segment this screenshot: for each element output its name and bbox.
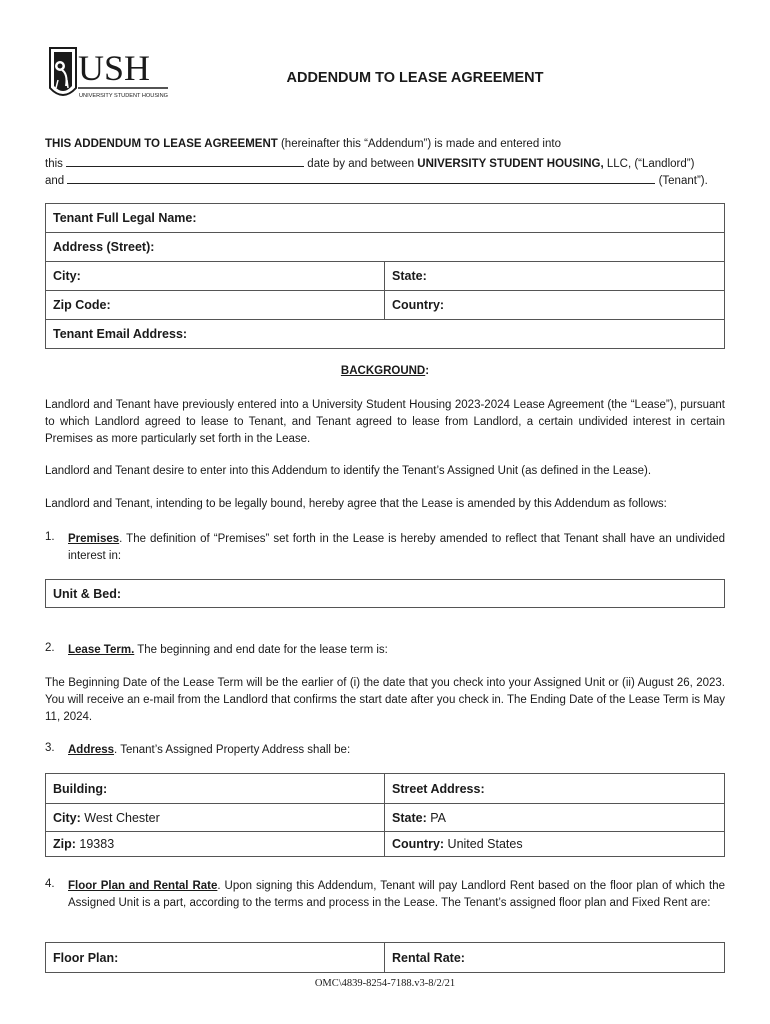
rental-rate-label: Rental Rate: bbox=[392, 950, 465, 965]
paragraph-lease-background: Landlord and Tenant have previously entered into a University Student Housing 2023-2024 Lease Agreement (the “Lease”), pursuant to which Landlord agreed to lease to Tenant, and Tenant agreed to lease from Landlord, a certain undivided interest in certain Premises as more particularly set forth in the Lease. bbox=[45, 399, 725, 445]
country-label: Country: bbox=[392, 298, 445, 312]
item-1-heading: Premises bbox=[68, 533, 120, 545]
intro-llc: LLC, (“Landlord”) bbox=[603, 158, 695, 170]
item-1-number: 1. bbox=[45, 531, 55, 543]
property-country-value: United States bbox=[444, 837, 523, 851]
item-4-number: 4. bbox=[45, 878, 55, 890]
full-name-label: Tenant Full Legal Name: bbox=[53, 211, 197, 225]
state-field[interactable] bbox=[385, 262, 725, 291]
document-title: ADDENDUM TO LEASE AGREEMENT bbox=[286, 70, 544, 86]
logo-caption: UNIVERSITY STUDENT HOUSING bbox=[79, 93, 168, 99]
city-label: City: bbox=[53, 269, 81, 283]
tenant-info-table bbox=[45, 203, 725, 349]
item-3-text: . Tenant’s Assigned Property Address shall be: bbox=[114, 744, 351, 756]
email-field[interactable] bbox=[46, 320, 725, 349]
tenant-blank[interactable] bbox=[67, 172, 655, 184]
item-4-heading: Floor Plan and Rental Rate bbox=[68, 880, 218, 892]
intro-date-text: date by and between bbox=[304, 158, 418, 170]
address-label: Address (Street): bbox=[53, 240, 155, 254]
city-field[interactable] bbox=[46, 262, 385, 291]
street-address-field[interactable] bbox=[385, 774, 725, 804]
item-1-text: . The definition of “Premises” set forth in the Lease is hereby amended to reflect that Tenant shall have an undivided interest in: bbox=[68, 533, 725, 562]
intro-tenant: (Tenant”). bbox=[655, 175, 708, 187]
floor-plan-field[interactable] bbox=[46, 943, 385, 973]
zip-label: Zip Code: bbox=[53, 298, 111, 312]
item-2-number: 2. bbox=[45, 642, 55, 654]
property-zip-label: Zip: bbox=[53, 837, 76, 851]
document-footer: OMC\4839-8254-7188.v3-8/2/21 bbox=[314, 978, 456, 989]
street-address-label: Street Address: bbox=[392, 781, 485, 796]
unit-bed-table bbox=[45, 579, 725, 608]
country-field[interactable] bbox=[385, 291, 725, 320]
property-state-value: PA bbox=[426, 810, 446, 825]
item-2-heading: Lease Term. bbox=[68, 644, 135, 656]
rental-rate-field[interactable] bbox=[385, 943, 725, 973]
floor-plan-table bbox=[45, 942, 725, 973]
property-state-field bbox=[385, 804, 725, 832]
property-country-label: Country: bbox=[392, 837, 445, 851]
property-zip-value: 19383 bbox=[75, 837, 115, 851]
unit-bed-field[interactable] bbox=[46, 580, 725, 608]
address-field[interactable] bbox=[46, 233, 725, 262]
intro-this: this bbox=[45, 158, 63, 170]
floor-plan-label: Floor Plan: bbox=[53, 950, 119, 965]
item-3-address bbox=[68, 742, 725, 759]
item-4-text: . Upon signing this Addendum, Tenant will pay Landlord Rent based on the floor plan of which the Assigned Unit is a part, according to the terms and process in the Lease. The Tenant’s assigned floor plan and Fixed Rent are: bbox=[68, 880, 725, 909]
property-state-label: State: bbox=[392, 810, 427, 825]
state-label: State: bbox=[392, 269, 427, 283]
intro-bold: THIS ADDENDUM TO LEASE AGREEMENT bbox=[45, 138, 278, 150]
intro-line-3 bbox=[45, 172, 708, 187]
item-2-lease-term bbox=[68, 642, 725, 659]
building-label: Building: bbox=[53, 781, 108, 796]
paragraph-addendum-purpose: Landlord and Tenant desire to enter into this Addendum to identify the Tenant’s Assigned Unit (as defined in the Lease). bbox=[45, 465, 652, 477]
intro-line-2 bbox=[45, 155, 694, 170]
zip-field[interactable] bbox=[46, 291, 385, 320]
date-blank[interactable] bbox=[66, 155, 304, 167]
unit-bed-label: Unit & Bed: bbox=[53, 586, 122, 601]
paragraph-lease-dates: The Beginning Date of the Lease Term will be the earlier of (i) the date that you check into your Assigned Unit or (ii) August 26, 2023. You will receive an e-mail from the Landlord that confirms the start date after you check in. The Ending Date of the Lease Term is May 11, 2024. bbox=[45, 677, 725, 723]
background-heading: BACKGROUND: bbox=[340, 365, 430, 377]
property-address-table bbox=[45, 773, 725, 857]
intro-landlord: UNIVERSITY STUDENT HOUSING, bbox=[417, 158, 604, 170]
property-zip-field bbox=[46, 832, 385, 857]
intro-and: and bbox=[45, 175, 65, 187]
tenant-full-name-field[interactable] bbox=[46, 204, 725, 233]
paragraph-agreement: Landlord and Tenant, intending to be legally bound, hereby agree that the Lease is amended by this Addendum as follows: bbox=[45, 498, 667, 510]
item-2-text: The beginning and end date for the lease term is: bbox=[134, 644, 388, 656]
item-3-number: 3. bbox=[45, 742, 55, 754]
intro-line-1 bbox=[45, 138, 561, 150]
logo-letters: USH bbox=[78, 48, 151, 88]
building-field[interactable] bbox=[46, 774, 385, 804]
property-country-field bbox=[385, 832, 725, 857]
property-city-label: City: bbox=[53, 810, 81, 825]
email-label: Tenant Email Address: bbox=[53, 327, 188, 341]
property-city-field bbox=[46, 804, 385, 832]
item-4-floor-plan bbox=[68, 878, 725, 912]
item-1-premises bbox=[68, 531, 725, 565]
intro-rest: (hereinafter this “Addendum”) is made and entered into bbox=[277, 138, 561, 150]
property-city-value: West Chester bbox=[80, 810, 160, 825]
item-3-heading: Address bbox=[68, 744, 115, 756]
